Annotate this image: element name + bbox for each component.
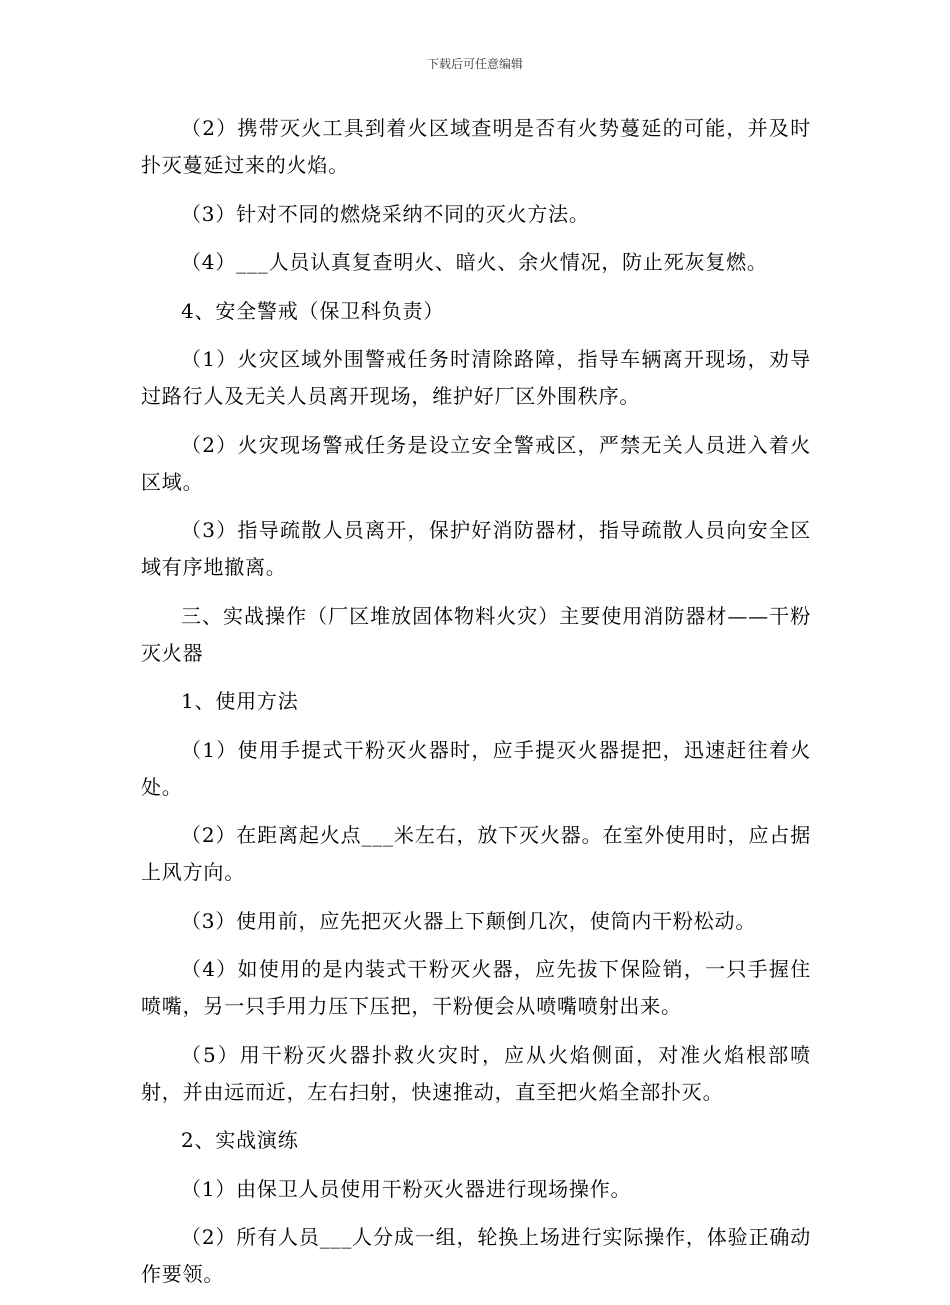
paragraph: （2）火灾现场警戒任务是设立安全警戒区，严禁无关人员进入着火区域。 xyxy=(141,432,811,494)
paragraph: （1）由保卫人员使用干粉灭火器进行现场操作。 xyxy=(181,1176,632,1201)
paragraph: （5）用干粉灭火器扑救火灾时，应从火焰侧面，对准火焰根部喷射，并由远而近，左右扫射，快速推动，直至把火焰全部扑灭。 xyxy=(141,1042,811,1104)
section-heading: 4、安全警戒（保卫科负责） xyxy=(181,298,445,323)
section-heading: 2、实战演练 xyxy=(181,1128,299,1152)
section-heading: 1、使用方法 xyxy=(181,689,299,713)
paragraph: （3）针对不同的燃烧采纳不同的灭火方法。 xyxy=(181,201,590,226)
page-header-note: 下载后可任意编辑 xyxy=(426,57,523,71)
section-heading: 三、实战操作（厂区堆放固体物料火灾）主要使用消防器材——干粉灭火器 xyxy=(141,603,811,665)
paragraph: （3）使用前，应先把灭火器上下颠倒几次，使筒内干粉松动。 xyxy=(181,908,757,933)
paragraph: （1）使用手提式干粉灭火器时，应手提灭火器提把，迅速赶往着火处。 xyxy=(141,737,811,799)
paragraph: （2）所有人员___人分成一组，轮换上场进行实际操作，体验正确动作要领。 xyxy=(141,1225,811,1286)
paragraph: （2）携带灭火工具到着火区域查明是否有火势蔓延的可能，并及时扑灭蔓延过来的火焰。 xyxy=(141,116,811,177)
paragraph: （4）___人员认真复查明火、暗火、余火情况，防止死灰复燃。 xyxy=(181,250,768,274)
paragraph: （2）在距离起火点___米左右，放下灭火器。在室外使用时，应占据上风方向。 xyxy=(141,823,811,884)
paragraph: （1）火灾区域外围警戒任务时清除路障，指导车辆离开现场，劝导过路行人及无关人员离开现场，维护好厂区外围秩序。 xyxy=(141,347,811,408)
paragraph: （4）如使用的是内装式干粉灭火器，应先拔下保险销，一只手握住喷嘴，另一只手用力压下压把，干粉便会从喷嘴喷射出来。 xyxy=(141,957,811,1018)
paragraph: （3）指导疏散人员离开，保护好消防器材，指导疏散人员向安全区域有序地撤离。 xyxy=(141,518,811,579)
document-body xyxy=(141,110,811,1305)
